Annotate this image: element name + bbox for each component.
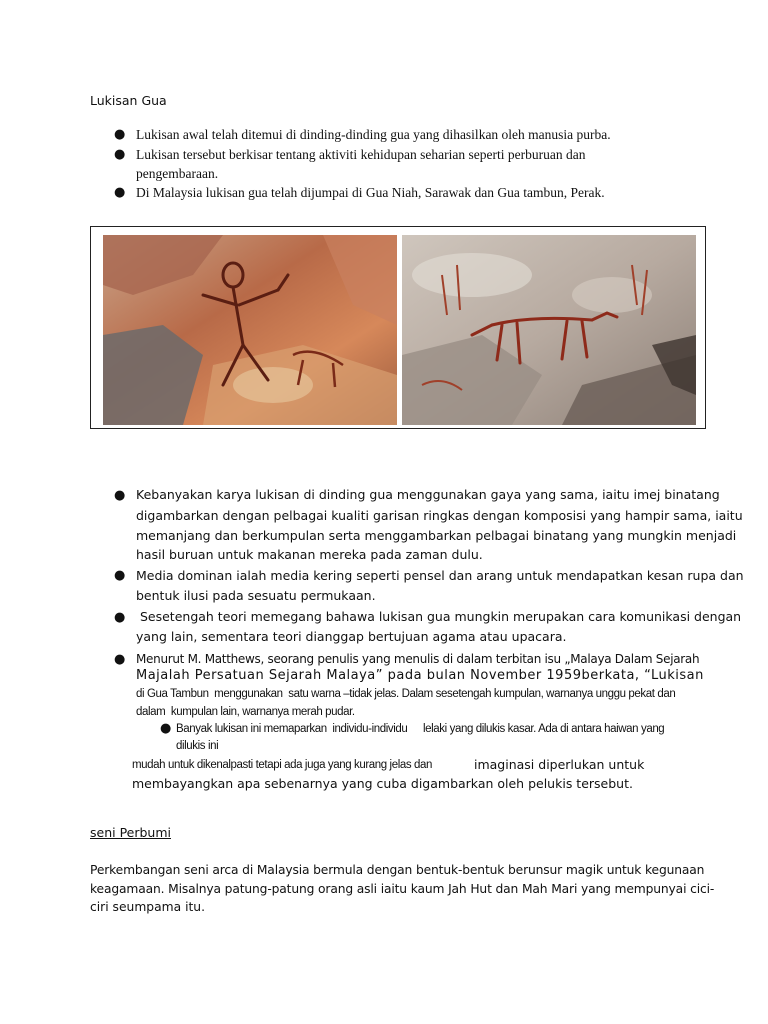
continued-text: imaginasi diperlukan untuk [474,757,645,772]
sub-bullet-text-continued: dilukis ini [176,740,219,752]
bullet-marker: ● [114,147,126,162]
bullet-text: Lukisan awal telah ditemui di dinding-dinding gua yang dihasilkan oleh manusia purba. [136,127,611,142]
continued-text: membayangkan apa sebenarnya yang cuba digambarkan oleh pelukis tersebut. [132,776,633,791]
cave-painting-human-figure-photo [103,235,397,425]
bullet-marker: ● [114,610,126,625]
bullet-text-continued: di Gua Tambun menggunakan satu warna –tidak jelas. Dalam sesetengah kumpulan, warnanya unggu pekat dan [136,688,676,700]
bullet-text-continued: bentuk ilusi pada sesuatu permukaan. [136,588,376,603]
paragraph-line: keagamaan. Misalnya patung-patung orang asli iaitu kaum Jah Hut dan Mah Mari yang mempunyai cici- [90,882,715,896]
bullet-marker: ● [114,127,126,142]
bullet-text-continued: dalam kumpulan lain, warnanya merah pudar. [136,706,355,718]
bullet-text: Media dominan ialah media kering seperti pensel dan arang untuk mendapatkan kesan rupa dan [136,568,744,583]
bullet-marker: ● [114,652,126,667]
bullet-text: Kebanyakan karya lukisan di dinding gua menggunakan gaya yang sama, iaitu imej binatang [136,487,720,502]
bullet-text-continued: memanjang dan berkumpulan serta menggambarkan pelbagai binatang yang mungkin menjadi [136,528,737,543]
sub-bullet-text: Banyak lukisan ini memaparkan individu-individu [176,723,408,735]
bullet-text-continued: pengembaraan. [136,166,219,181]
bullet-text: Di Malaysia lukisan gua telah dijumpai di Gua Niah, Sarawak dan Gua tambun, Perak. [136,185,605,200]
bullet-text-continued: hasil buruan untuk makanan mereka pada zaman dulu. [136,547,483,562]
continued-text: mudah untuk dikenalpasti tetapi ada juga yang kurang jelas dan [132,759,432,771]
bullet-text-continued: Majalah Persatuan Sejarah Malaya” pada bulan November 1959berkata, “Lukisan [136,668,704,683]
section-title-seni-perbumi: seni Perbumi [90,825,171,840]
cave-painting-animal-figure-photo [402,235,696,425]
bullet-marker: ● [114,185,126,200]
bullet-text: Sesetengah teori memegang bahawa lukisan gua mungkin merupakan cara komunikasi dengan [136,609,742,624]
bullet-marker: ● [114,568,126,583]
paragraph-line: ciri seumpama itu. [90,900,206,914]
sub-bullet-marker: ● [160,721,172,736]
paragraph-line: Perkembangan seni arca di Malaysia bermula dengan bentuk-bentuk berunsur magik untuk kegunaan [90,863,705,877]
section-title-lukisan-gua: Lukisan Gua [90,93,167,108]
bullet-text: Lukisan tersebut berkisar tentang aktiviti kehidupan seharian seperti perburuan dan [136,147,586,162]
bullet-marker: ● [114,488,126,503]
bullet-text-continued: yang lain, sementara teori dianggap bertujuan agama atau upacara. [136,629,567,644]
bullet-text: Menurut M. Matthews, seorang penulis yang menulis di dalam terbitan isu „Malaya Dalam Sejarah [136,652,700,666]
sub-bullet-text: lelaki yang dilukis kasar. Ada di antara haiwan yang [423,723,665,735]
figure-frame [90,226,706,429]
bullet-text-continued: digambarkan dengan pelbagai kualiti garisan ringkas dengan komposisi yang hampir sama, iaitu [136,508,743,523]
